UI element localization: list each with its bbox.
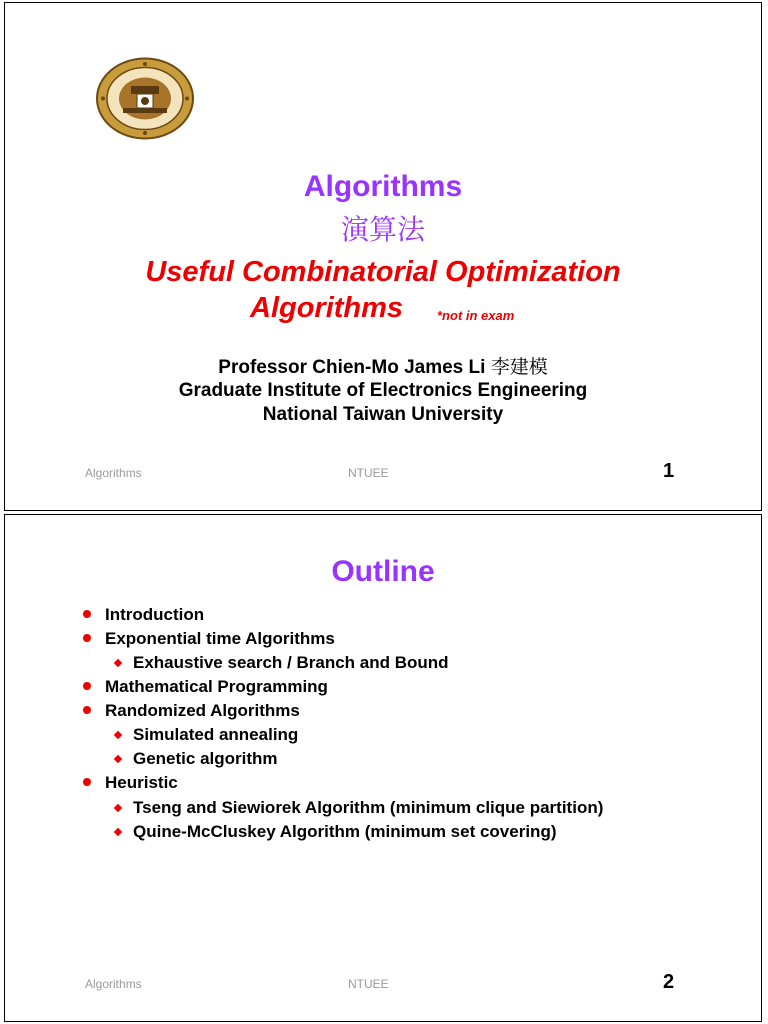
list-item: Randomized Algorithms: [105, 701, 300, 721]
exam-note: *not in exam: [437, 308, 515, 323]
list-item: Introduction: [105, 605, 204, 625]
page-number: 2: [663, 971, 675, 993]
slide-1: [4, 2, 762, 511]
bullet-diamond-icon: [114, 828, 122, 836]
list-item: Heuristic: [105, 773, 178, 793]
list-item: Mathematical Programming: [105, 677, 328, 697]
slide-2: [4, 514, 762, 1022]
affiliation-line-2: National Taiwan University: [262, 404, 504, 425]
list-item: Genetic algorithm: [133, 749, 278, 769]
page-number: 1: [663, 460, 675, 482]
outline-title: Outline: [331, 555, 435, 588]
footer-dept: NTUEE: [348, 977, 389, 991]
bullet-dot-icon: [83, 634, 91, 642]
bullet-diamond-icon: [114, 804, 122, 812]
author-line: [5, 352, 761, 379]
footer-dept: NTUEE: [348, 466, 389, 480]
author-name-chinese: 李建模: [490, 357, 548, 378]
university-seal-icon: [93, 56, 197, 141]
subtitle-line-1: Useful Combinatorial Optimization: [145, 256, 621, 288]
bullet-dot-icon: [83, 706, 91, 714]
bullet-dot-icon: [83, 682, 91, 690]
list-item: Exponential time Algorithms: [105, 629, 335, 649]
list-item: Simulated annealing: [133, 725, 298, 745]
bullet-dot-icon: [83, 610, 91, 618]
bullet-dot-icon: [83, 778, 91, 786]
bullet-diamond-icon: [114, 659, 122, 667]
list-item: Quine-McCluskey Algorithm (minimum set covering): [133, 822, 557, 842]
footer-course: Algorithms: [85, 466, 142, 480]
author-name: Professor Chien-Mo James Li: [218, 357, 486, 378]
footer-course: Algorithms: [85, 977, 142, 991]
slide-title: Algorithms: [303, 170, 463, 203]
affiliation-line-1: Graduate Institute of Electronics Engineering: [178, 380, 588, 401]
subtitle-line-2: Algorithms: [250, 292, 404, 324]
slide-title-chinese: 演算法: [340, 214, 425, 245]
bullet-diamond-icon: [114, 755, 122, 763]
bullet-diamond-icon: [114, 731, 122, 739]
list-item: Exhaustive search / Branch and Bound: [133, 653, 449, 673]
list-item: Tseng and Siewiorek Algorithm (minimum clique partition): [133, 798, 603, 818]
